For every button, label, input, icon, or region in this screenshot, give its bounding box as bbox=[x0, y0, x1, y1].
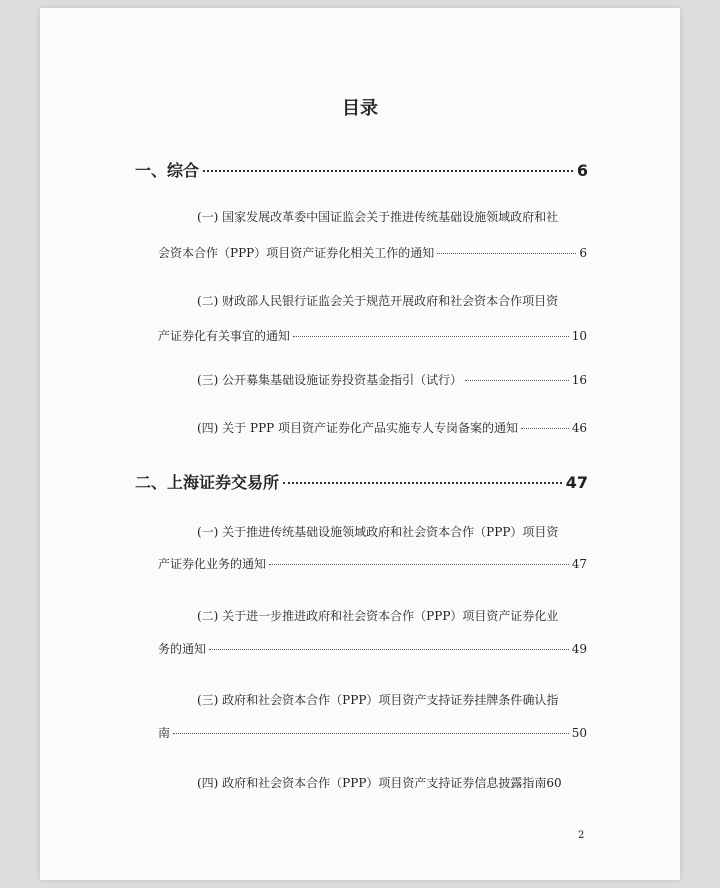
document-page bbox=[40, 8, 680, 880]
toc-entry-line1[interactable]: (一) 关于推进传统基础设施领域政府和社会资本合作（PPP）项目资 bbox=[197, 525, 559, 539]
toc-entry-line2[interactable] bbox=[158, 244, 587, 261]
section-label: 一、综合 bbox=[135, 161, 200, 180]
toc-section-heading[interactable] bbox=[135, 158, 588, 181]
toc-entry-line2[interactable] bbox=[158, 327, 587, 344]
toc-section-heading[interactable] bbox=[135, 470, 588, 493]
entry-text: 产证券化有关事宜的通知 bbox=[158, 329, 291, 343]
section-page: 47 bbox=[565, 473, 588, 492]
entry-page: 46 bbox=[571, 421, 587, 435]
section-page: 6 bbox=[576, 161, 588, 180]
entry-text: 南 bbox=[158, 726, 171, 740]
dot-leader bbox=[173, 733, 569, 734]
dot-leader bbox=[465, 380, 569, 381]
entry-text: (四) 关于 PPP 项目资产证券化产品实施专人专岗备案的通知 bbox=[197, 421, 519, 435]
dot-leader bbox=[521, 428, 569, 429]
toc-entry-line1[interactable]: (二) 财政部人民银行证监会关于规范开展政府和社会资本合作项目资 bbox=[197, 294, 559, 308]
toc-entry-line1[interactable]: (一) 国家发展改革委中国证监会关于推进传统基础设施领域政府和社 bbox=[197, 210, 559, 224]
toc-entry-line1[interactable]: (三) 政府和社会资本合作（PPP）项目资产支持证券挂牌条件确认指 bbox=[197, 693, 559, 707]
toc-title: 目录 bbox=[342, 98, 378, 119]
toc-entry[interactable]: (四) 政府和社会资本合作（PPP）项目资产支持证券信息披露指南60 bbox=[197, 776, 562, 790]
page-number: 2 bbox=[578, 830, 585, 841]
entry-page: 6 bbox=[579, 246, 587, 260]
toc-entry-line2[interactable] bbox=[158, 640, 587, 657]
toc-entry-line2[interactable] bbox=[158, 555, 587, 572]
toc-entry[interactable] bbox=[197, 419, 587, 436]
entry-page: 50 bbox=[571, 726, 587, 740]
dot-leader bbox=[293, 336, 569, 337]
dot-leader bbox=[437, 253, 576, 254]
entry-page: 49 bbox=[571, 642, 587, 656]
entry-text: (三) 公开募集基础设施证券投资基金指引（试行） bbox=[197, 373, 463, 387]
entry-page: 10 bbox=[571, 329, 587, 343]
entry-page: 16 bbox=[571, 373, 587, 387]
toc-entry-line2[interactable] bbox=[158, 724, 587, 741]
dot-leader bbox=[283, 482, 562, 484]
section-label: 二、上海证券交易所 bbox=[135, 473, 280, 492]
entry-text: 务的通知 bbox=[158, 642, 207, 656]
dot-leader bbox=[269, 564, 569, 565]
entry-page: 47 bbox=[571, 557, 587, 571]
toc-entry[interactable] bbox=[197, 371, 587, 388]
entry-text: 产证券化业务的通知 bbox=[158, 557, 267, 571]
toc-entry-line1[interactable]: (二) 关于进一步推进政府和社会资本合作（PPP）项目资产证券化业 bbox=[197, 609, 559, 623]
dot-leader bbox=[209, 649, 569, 650]
entry-text: 会资本合作（PPP）项目资产证券化相关工作的通知 bbox=[158, 246, 435, 260]
dot-leader bbox=[203, 170, 573, 172]
